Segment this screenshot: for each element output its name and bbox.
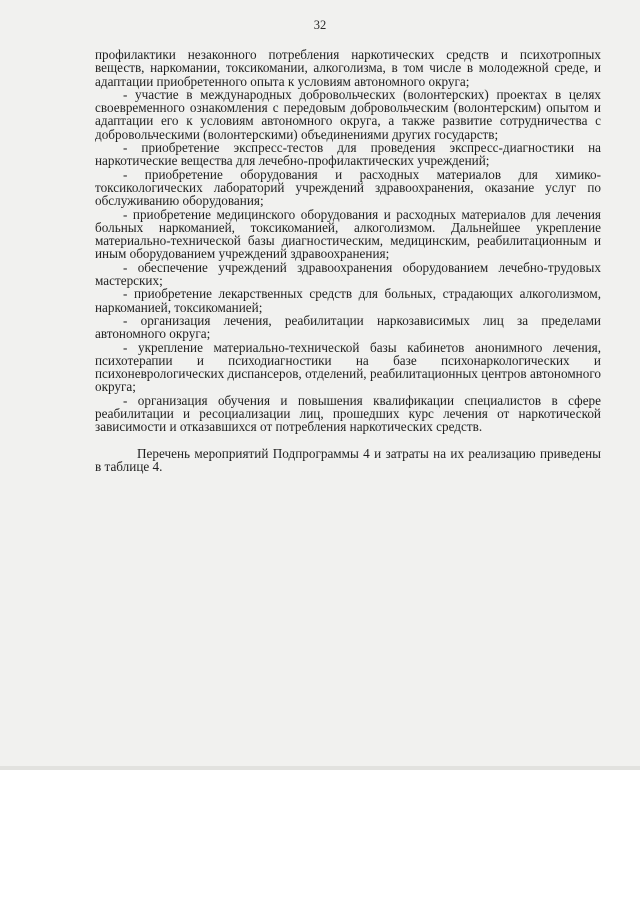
list-item-anonymous-treatment: - укрепление материально-технической базы кабинетов анонимного лечения, психотерапии и психодиагностики на базе психонаркологических и психоневрологических диспансеров, отделений, реабилитационных центров автономного округа; [95,339,601,395]
list-item-express-tests: - приобретение экспресс-тестов для проведения экспресс-диагностики на наркотические вещества для лечебно-профилактических учреждений; [95,140,601,169]
list-item-medicines: - приобретение лекарственных средств для больных, страдающих алкоголизмом, наркоманией, токсикоманией; [95,286,601,315]
scan-bottom-edge [0,766,640,770]
list-item-treatment-outside: - организация лечения, реабилитации наркозависимых лиц за пределами автономного округа; [95,312,601,342]
list-item-international-projects: - участие в международных добровольческих (волонтерских) проектах в целях своевременного ознакомления с передовым добровольческим (волонтерским) опытом и адаптации его к условиям автономного округа, а также развитие сотрудничества с добровольческими (волонтерскими) объединениями других государств; [95,86,601,142]
document-body [95,48,601,473]
paragraph-continuation: профилактики незаконного потребления наркотических средств и психотропных веществ, наркомании, токсикомании, алкоголизма, в том числе в молодежной среде, и адаптации приобретенного опыта к условиям автономного округа; [95,47,601,89]
list-item-lab-equipment: - приобретение оборудования и расходных материалов для химико-токсикологических лабораторий учреждений здравоохранения, оказание услуг по обслуживанию оборудования; [95,166,601,209]
list-item-specialist-training: - организация обучения и повышения квалификации специалистов в сфере реабилитации и ресоциализации лиц, прошедших курс лечения от наркотической зависимости и отказавшихся от потребления наркотических средств. [95,392,601,435]
list-item-workshops: - обеспечение учреждений здравоохранения оборудованием лечебно-трудовых мастерских; [95,259,601,289]
list-item-medical-equipment: - приобретение медицинского оборудования и расходных материалов для лечения больных наркоманией, токсикоманией, алкоголизмом. Дальнейшее укрепление материально-технической базы диагностическим, медицинским, реабилитационным и иным оборудованием учреждений здравоохранения; [95,206,601,262]
page-number: 32 [313,18,327,32]
closing-paragraph: Перечень мероприятий Подпрограммы 4 и затраты на их реализацию приведены в таблице 4. [95,445,601,474]
